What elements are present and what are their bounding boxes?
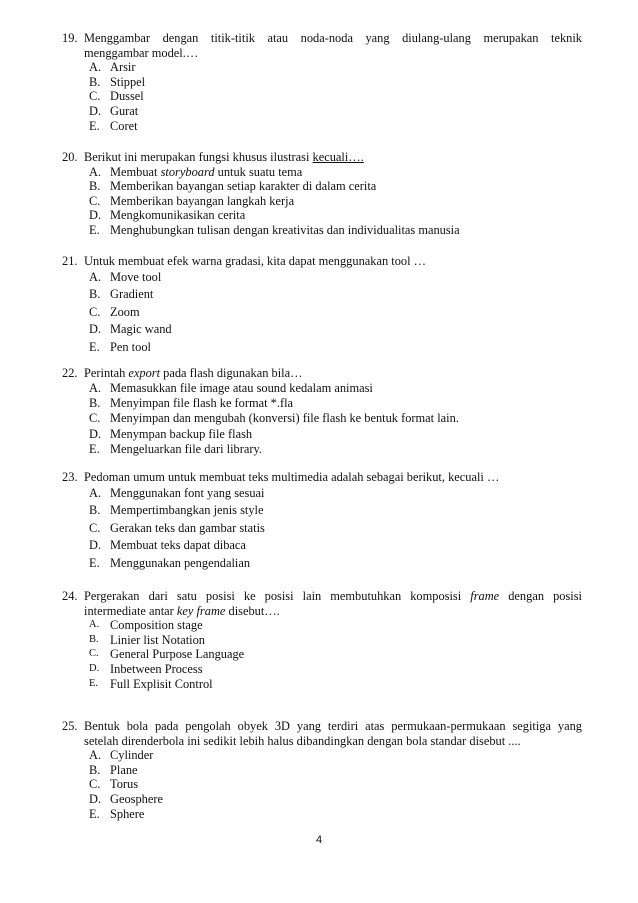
question-text-pre: Pergerakan dari satu posisi ke posisi lain membutuhkan komposisi xyxy=(84,589,471,603)
question-number: 21. xyxy=(62,254,78,268)
option-c xyxy=(89,777,582,792)
question-text-main: Berikut ini merupakan fungsi khusus ilustrasi xyxy=(84,150,313,164)
question-text-line-1: Bentuk bola pada pengolah obyek 3D yang terdiri atas permukaan-permukaan segitiga yang xyxy=(84,719,582,733)
option-b xyxy=(89,179,582,194)
option-text: Zoom xyxy=(110,304,140,319)
option-text: Dussel xyxy=(110,89,144,104)
option-text: Inbetween Process xyxy=(110,661,203,676)
option-d xyxy=(89,427,582,442)
question-number: 23. xyxy=(62,470,78,484)
question-text: Pedoman umum untuk membuat teks multimedia adalah sebagai berikut, kecuali … xyxy=(84,470,500,484)
option-b xyxy=(89,396,582,411)
question-number: 19. xyxy=(62,31,78,45)
option-e xyxy=(89,223,582,238)
option-text: Gurat xyxy=(110,103,139,118)
option-c xyxy=(89,520,582,538)
options-list xyxy=(89,60,582,133)
option-letter: A. xyxy=(89,619,100,631)
option-letter: D. xyxy=(89,103,102,118)
option-e xyxy=(89,442,582,457)
option-letter: A. xyxy=(89,748,102,763)
option-letter: A. xyxy=(89,60,102,75)
option-letter: B. xyxy=(89,74,101,89)
option-letter: C. xyxy=(89,411,101,426)
option-letter: B. xyxy=(89,179,101,194)
option-letter: C. xyxy=(89,304,101,319)
question-24 xyxy=(62,589,582,691)
question-text-italic: export xyxy=(128,366,161,380)
option-letter: E. xyxy=(89,806,100,821)
option-b xyxy=(89,286,582,304)
option-letter: E. xyxy=(89,677,99,689)
question-text-italic: key frame xyxy=(176,603,226,618)
option-letter: D. xyxy=(89,538,102,553)
option-text: Menyimpan file flash ke format *.fla xyxy=(110,396,294,410)
question-text xyxy=(84,366,582,381)
option-d xyxy=(89,321,582,339)
option-a xyxy=(89,381,582,396)
question-text-line-2 xyxy=(84,604,582,619)
question-text-line-1: Menggambar dengan titik-titik atau noda-noda yang diulang-ulang merupakan teknik xyxy=(84,31,582,45)
option-text: Plane xyxy=(110,762,138,777)
question-number: 24. xyxy=(62,589,78,603)
question-19 xyxy=(62,31,582,133)
option-text: Arsir xyxy=(110,60,136,75)
option-text: Mengeluarkan file dari library. xyxy=(110,442,262,457)
option-letter: C. xyxy=(89,520,101,535)
option-b xyxy=(89,502,582,520)
option-letter: E. xyxy=(89,442,100,457)
option-text xyxy=(110,165,302,180)
option-text-post: untuk suatu tema xyxy=(214,164,303,179)
option-letter: A. xyxy=(89,164,102,179)
option-letter: A. xyxy=(89,380,102,395)
option-e xyxy=(89,555,582,573)
option-text-italic: storyboard xyxy=(160,164,215,179)
option-d xyxy=(89,792,582,807)
option-letter: B. xyxy=(89,287,101,302)
option-a xyxy=(89,485,582,503)
question-text-line-1 xyxy=(84,589,582,604)
question-text-line-2: setelah direnderbola ini sedikit lebih halus dibandingkan dengan bola standar disebut .... xyxy=(84,733,521,748)
question-number: 20. xyxy=(62,150,78,164)
option-letter: C. xyxy=(89,648,99,660)
option-text: Gerakan teks dan gambar statis xyxy=(110,520,265,535)
option-d xyxy=(89,537,582,555)
option-e xyxy=(89,807,582,822)
option-d xyxy=(89,208,582,223)
question-text-post: pada flash digunakan bila… xyxy=(160,366,303,380)
option-text: Membuat teks dapat dibaca xyxy=(110,538,246,553)
option-text: Linier list Notation xyxy=(110,632,205,647)
option-text: Magic wand xyxy=(110,322,172,337)
option-text: Coret xyxy=(110,118,138,133)
option-text: Gradient xyxy=(110,287,154,302)
option-b xyxy=(89,75,582,90)
question-number: 22. xyxy=(62,366,78,380)
option-a xyxy=(89,165,582,180)
question-text-post: disebut…. xyxy=(225,603,280,618)
option-letter: B. xyxy=(89,633,99,645)
option-letter: D. xyxy=(89,791,102,806)
question-text xyxy=(84,150,582,165)
option-d xyxy=(89,662,582,677)
option-e xyxy=(89,339,582,357)
option-letter: E. xyxy=(89,222,100,237)
option-letter: B. xyxy=(89,503,101,518)
option-c xyxy=(89,89,582,104)
option-letter: D. xyxy=(89,208,102,223)
option-text-pre: Membuat xyxy=(110,164,161,179)
option-letter: A. xyxy=(89,485,102,500)
page-number: 4 xyxy=(315,834,323,846)
question-emphasis: kecuali…. xyxy=(312,150,364,164)
option-letter: C. xyxy=(89,89,101,104)
option-text: Menggunakan font yang sesuai xyxy=(110,485,265,500)
option-letter: E. xyxy=(89,339,100,354)
option-e xyxy=(89,119,582,134)
question-text-line-2: menggambar model.… xyxy=(84,45,199,60)
option-b xyxy=(89,633,582,648)
option-letter: D. xyxy=(89,322,102,337)
option-letter: E. xyxy=(89,118,100,133)
option-letter: A. xyxy=(89,269,102,284)
option-text: Menggunakan pengendalian xyxy=(110,555,251,570)
option-a xyxy=(89,60,582,75)
option-text: Move tool xyxy=(110,269,162,284)
option-a xyxy=(89,748,582,763)
option-c xyxy=(89,411,582,426)
option-text: Mempertimbangkan jenis style xyxy=(110,503,264,518)
option-text: Full Explisit Control xyxy=(110,676,213,691)
question-25 xyxy=(62,719,582,821)
options-list xyxy=(89,381,582,458)
question-text-pre: Perintah xyxy=(84,366,129,380)
option-text: Memberikan bayangan langkah kerja xyxy=(110,193,295,208)
question-21 xyxy=(62,254,582,357)
option-c xyxy=(89,304,582,322)
option-letter: D. xyxy=(89,662,100,674)
option-text: Pen tool xyxy=(110,339,151,354)
option-text: Menghubungkan tulisan dengan kreativitas dan individualitas manusia xyxy=(110,222,460,237)
options-list xyxy=(89,485,582,573)
option-letter: D. xyxy=(89,426,102,441)
options-list xyxy=(89,269,582,357)
option-text: Stippel xyxy=(110,74,146,89)
option-letter: C. xyxy=(89,193,101,208)
option-text: Sphere xyxy=(110,806,145,821)
question-number: 25. xyxy=(62,719,78,733)
question-23 xyxy=(62,470,582,573)
options-list xyxy=(89,165,582,238)
question-text-italic: frame xyxy=(470,589,500,603)
option-letter: B. xyxy=(89,396,101,410)
option-text: Menyimpan dan mengubah (konversi) file flash ke bentuk format lain. xyxy=(110,411,459,426)
option-letter: C. xyxy=(89,777,101,792)
option-e xyxy=(89,677,582,692)
question-text-post: dengan posisi xyxy=(499,589,582,603)
option-text: Memasukkan file image atau sound kedalam animasi xyxy=(110,380,373,395)
option-a xyxy=(89,618,582,633)
option-a xyxy=(89,269,582,287)
question-text: Untuk membuat efek warna gradasi, kita dapat menggunakan tool … xyxy=(84,254,427,268)
question-22 xyxy=(62,366,582,458)
option-text: Menympan backup file flash xyxy=(110,426,253,441)
option-d xyxy=(89,104,582,119)
option-letter: B. xyxy=(89,762,101,777)
option-c xyxy=(89,194,582,209)
question-text-pre: intermediate antar xyxy=(84,603,177,618)
option-text: Memberikan bayangan setiap karakter di dalam cerita xyxy=(110,179,377,194)
option-text: General Purpose Language xyxy=(110,647,245,662)
option-b xyxy=(89,763,582,778)
option-text: Torus xyxy=(110,777,139,792)
option-c xyxy=(89,647,582,662)
option-letter: E. xyxy=(89,555,100,570)
option-text: Geosphere xyxy=(110,791,163,806)
option-text: Mengkomunikasikan cerita xyxy=(110,208,246,223)
option-text: Cylinder xyxy=(110,748,154,763)
options-list xyxy=(89,748,582,821)
option-text: Composition stage xyxy=(110,618,203,633)
options-list xyxy=(89,618,582,691)
question-20 xyxy=(62,150,582,238)
